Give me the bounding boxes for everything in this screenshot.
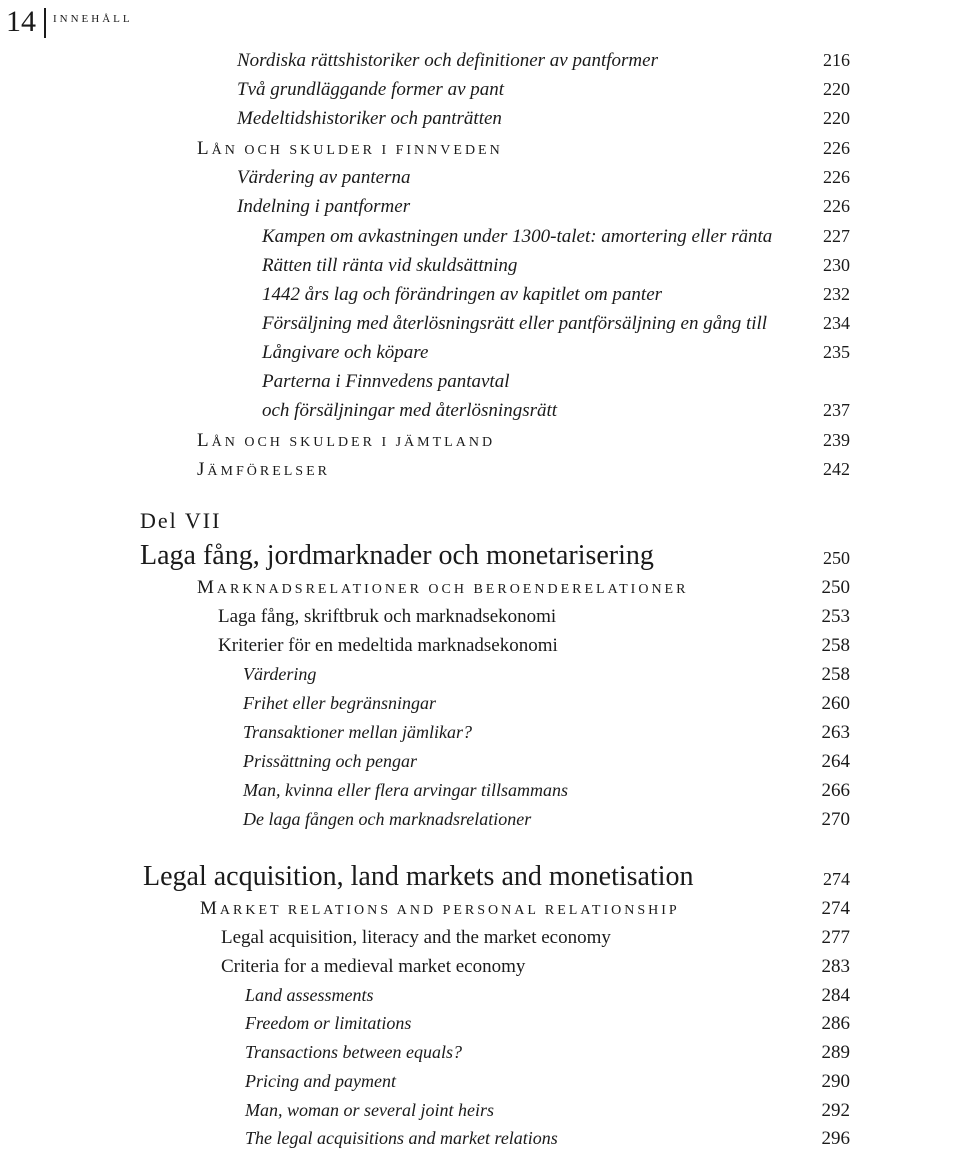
toc-entry: [0, 108, 960, 136]
toc-entry: [0, 956, 960, 984]
toc-entry-title: och försäljningar med återlösningsrätt: [262, 400, 558, 421]
toc-entry-title: Indelning i pantformer: [237, 196, 411, 217]
toc-entry: [0, 722, 960, 750]
toc-section-heading: [0, 898, 960, 926]
toc-entry: [0, 167, 960, 195]
toc-entry-title: Freedom or limitations: [245, 1013, 412, 1033]
toc-entry-page: 263: [821, 722, 850, 743]
toc-entry-title: Prissättning och pengar: [243, 751, 417, 771]
toc-entry-title: Försäljning med återlösningsrätt eller pantförsäljning en gång till: [262, 313, 768, 334]
toc-entry: [0, 927, 960, 955]
toc-entry-title: Medeltidshistoriker och panträtten: [237, 108, 502, 129]
toc-entry: [0, 371, 960, 399]
toc-entry: [0, 226, 960, 254]
toc-entry-page: 283: [821, 956, 850, 977]
toc-entry-page: 237: [823, 400, 850, 420]
toc-section-heading: [0, 459, 960, 487]
toc-entry-page: 260: [821, 693, 850, 714]
toc-entry: [0, 606, 960, 634]
toc-entry-title: LÅN OCH SKULDER I JÄMTLAND: [197, 430, 496, 451]
toc-entry-page: 242: [823, 459, 850, 479]
toc-entry-page: 226: [823, 167, 850, 187]
toc-entry-title: Legal acquisition, literacy and the market economy: [221, 927, 611, 948]
toc-entry-title: Värdering av panterna: [237, 167, 411, 188]
toc-entry: [0, 50, 960, 78]
toc-entry: [0, 400, 960, 428]
toc-entry-title: Parterna i Finnvedens pantavtal: [262, 371, 510, 392]
toc-entry-title: Legal acquisition, land markets and monetisation: [143, 861, 694, 892]
toc-entry-title: Långivare och köpare: [262, 342, 429, 363]
part-title: [0, 861, 960, 897]
toc-entry-page: 284: [821, 985, 850, 1006]
toc-entry-page: 270: [821, 809, 850, 830]
toc-entry: [0, 1071, 960, 1099]
part-label: [0, 508, 960, 540]
toc-entry-page: 250: [821, 577, 850, 598]
toc-entry-title: Transaktioner mellan jämlikar?: [243, 722, 472, 742]
toc-entry-page: 239: [823, 430, 850, 450]
toc-entry-title: Man, woman or several joint heirs: [245, 1100, 494, 1120]
toc-entry-page: 266: [821, 780, 850, 801]
toc-entry-title: Laga fång, skriftbruk och marknadsekonomi: [218, 606, 557, 627]
part-title: [0, 540, 960, 576]
toc-entry-page: 216: [823, 50, 850, 70]
toc-entry-page: 226: [823, 138, 850, 158]
toc-entry-page: 220: [823, 79, 850, 99]
toc-entry-title: De laga fången och marknadsrelationer: [243, 809, 532, 829]
toc-entry-page: 258: [821, 635, 850, 656]
toc-entry: [0, 255, 960, 283]
toc-entry-title: Värdering: [243, 664, 317, 684]
toc-entry-title: Pricing and payment: [245, 1071, 396, 1091]
toc-entry: [0, 751, 960, 779]
toc-entry: [0, 313, 960, 341]
toc-entry-title: Land assessments: [245, 985, 374, 1005]
toc-entry-page: 296: [821, 1128, 850, 1149]
toc-entry-page: 289: [821, 1042, 850, 1063]
toc-entry-page: 290: [821, 1071, 850, 1092]
toc-entry: [0, 1128, 960, 1156]
toc-entry-page: 250: [823, 548, 850, 568]
toc-entry: [0, 664, 960, 692]
toc-section-heading: [0, 138, 960, 166]
toc-entry-title: Transactions between equals?: [245, 1042, 462, 1062]
toc-entry: [0, 1013, 960, 1041]
toc-entry: [0, 1042, 960, 1070]
toc-entry-title: LÅN OCH SKULDER I FINNVEDEN: [197, 138, 503, 159]
toc-entry-title: Frihet eller begränsningar: [243, 693, 436, 713]
toc-entry-title: MARKNADSRELATIONER OCH BEROENDERELATIONER: [197, 577, 689, 598]
toc-entry-page: 286: [821, 1013, 850, 1034]
toc-entry-title: The legal acquisitions and market relations: [245, 1128, 558, 1148]
toc-entry-title: JÄMFÖRELSER: [197, 459, 330, 480]
toc-entry-page: 264: [821, 751, 850, 772]
toc-entry-page: 258: [821, 664, 850, 685]
toc-entry: [0, 284, 960, 312]
toc-entry-title: 1442 års lag och förändringen av kapitlet om panter: [262, 284, 663, 305]
toc-entry: [0, 693, 960, 721]
toc-entry-page: 253: [821, 606, 850, 627]
toc-entry: [0, 196, 960, 224]
page-number: 14: [6, 5, 36, 38]
toc-entry-title: Två grundläggande former av pant: [237, 79, 505, 100]
toc-entry: [0, 985, 960, 1013]
header-divider: [44, 8, 46, 38]
toc-entry: [0, 809, 960, 837]
toc-entry: [0, 780, 960, 808]
toc-entry-page: 226: [823, 196, 850, 216]
toc-entry-title: Kampen om avkastningen under 1300-talet: amortering eller ränta: [262, 226, 773, 247]
toc-entry-title: Nordiska rättshistoriker och definitioner av pantformer: [237, 50, 658, 71]
toc-entry-page: 292: [821, 1100, 850, 1121]
toc-entry-title: Laga fång, jordmarknader och monetarisering: [140, 540, 654, 571]
toc-entry-title: MARKET RELATIONS AND PERSONAL RELATIONSHIP: [200, 898, 680, 919]
toc-entry: [0, 342, 960, 370]
toc-entry: [0, 635, 960, 663]
toc-entry-title: Criteria for a medieval market economy: [221, 956, 526, 977]
toc-entry-page: 220: [823, 108, 850, 128]
toc-entry: [0, 1100, 960, 1128]
toc-entry: [0, 79, 960, 107]
toc-entry-page: 230: [823, 255, 850, 275]
running-head: INNEHÅLL: [53, 13, 133, 25]
toc-entry-title: Man, kvinna eller flera arvingar tillsammans: [243, 780, 568, 800]
toc-section-heading: [0, 430, 960, 458]
toc-entry-page: 274: [821, 898, 850, 919]
toc-entry-page: 277: [821, 927, 850, 948]
toc-entry-title: Rätten till ränta vid skuldsättning: [262, 255, 518, 276]
toc-entry-title: Kriterier för en medeltida marknadsekonomi: [218, 635, 558, 656]
toc-entry-page: 274: [823, 869, 850, 889]
toc-entry-page: 232: [823, 284, 850, 304]
toc-section-heading: [0, 577, 960, 605]
toc-entry-page: 234: [823, 313, 850, 333]
toc-entry-title: Del VII: [140, 508, 222, 533]
toc-entry-page: 227: [823, 226, 850, 246]
toc-entry-page: 235: [823, 342, 850, 362]
